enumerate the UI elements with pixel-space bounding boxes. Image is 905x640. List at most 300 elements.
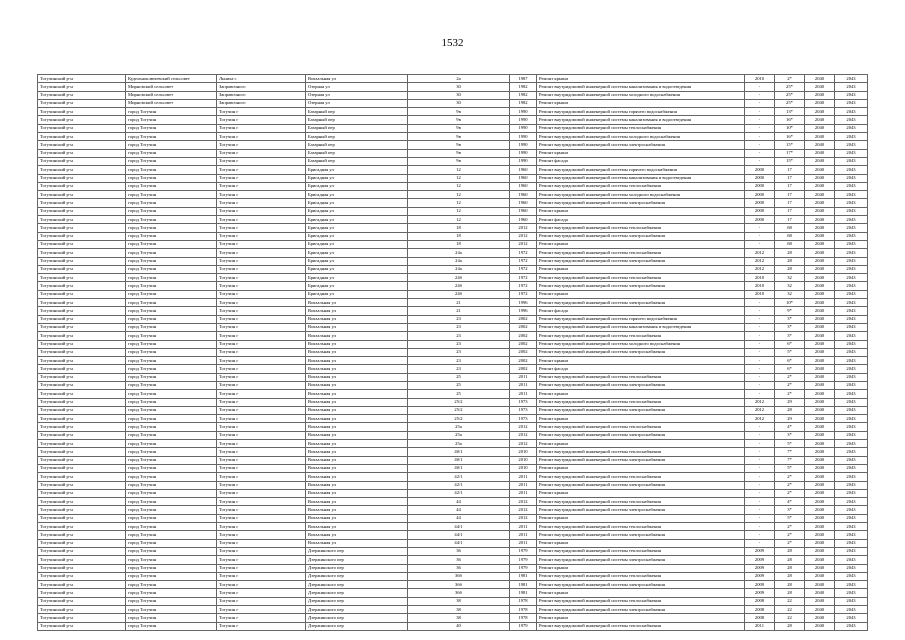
plan-start-cell: 2040 [805, 141, 835, 149]
plan-start-cell: 2040 [805, 191, 835, 199]
settlement-cell: Тогучин г [217, 448, 306, 456]
work-type-cell: Ремонт внутридомовой инженерной системы теплоснабжения [537, 498, 745, 506]
table-row [38, 174, 868, 182]
house-number-cell: 44 [408, 514, 510, 522]
work-type-cell: Ремонт внутридомовой инженерной системы электроснабжения [537, 232, 745, 240]
settlement-cell: Тогучин г [217, 357, 306, 365]
wear-percent-cell: 2* [775, 75, 805, 83]
municipality-cell: город Тогучин [126, 249, 217, 257]
district-cell: Тогучинский р-н [38, 207, 126, 215]
street-cell: Базарный пер [306, 124, 408, 132]
municipality-cell: город Тогучин [126, 464, 217, 472]
table-row [38, 166, 868, 174]
settlement-cell: Тогучин г [217, 265, 306, 273]
plan-end-cell: 2043 [835, 290, 868, 298]
wear-percent-cell: 3* [775, 431, 805, 439]
house-number-cell: 36б [408, 581, 510, 589]
last-repair-year-cell: - [745, 357, 775, 365]
plan-start-cell: 2040 [805, 83, 835, 91]
build-year-cell: 2011 [510, 481, 537, 489]
district-cell: Тогучинский р-н [38, 597, 126, 605]
work-type-cell: Ремонт внутридомовой инженерной системы канализования и водоотведения [537, 116, 745, 124]
plan-end-cell: 2043 [835, 381, 868, 389]
plan-end-cell: 2043 [835, 133, 868, 141]
build-year-cell: 1978 [510, 606, 537, 614]
plan-start-cell: 2040 [805, 357, 835, 365]
municipality-cell: город Тогучин [126, 481, 217, 489]
build-year-cell: 1972 [510, 249, 537, 257]
plan-start-cell: 2040 [805, 207, 835, 215]
municipality-cell: город Тогучин [126, 357, 217, 365]
plan-end-cell: 2043 [835, 440, 868, 448]
build-year-cell: 1990 [510, 149, 537, 157]
municipality-cell: город Тогучин [126, 473, 217, 481]
district-cell: Тогучинский р-н [38, 141, 126, 149]
plan-end-cell: 2043 [835, 514, 868, 522]
settlement-cell: Тогучин г [217, 199, 306, 207]
wear-percent-cell: 17 [775, 182, 805, 190]
wear-percent-cell: 17* [775, 149, 805, 157]
last-repair-year-cell: 2012 [745, 406, 775, 414]
build-year-cell: 2012 [510, 224, 537, 232]
work-type-cell: Ремонт внутридомовой инженерной системы теплоснабжения [537, 523, 745, 531]
table-row [38, 464, 868, 472]
street-cell: Вокзальная ул [306, 373, 408, 381]
wear-percent-cell: 2* [775, 373, 805, 381]
municipality-cell: город Тогучин [126, 423, 217, 431]
street-cell: Дзержинского пер [306, 572, 408, 580]
municipality-cell: город Тогучин [126, 572, 217, 580]
work-type-cell: Ремонт внутридомовой инженерной системы теплоснабжения [537, 473, 745, 481]
last-repair-year-cell: - [745, 332, 775, 340]
plan-start-cell: 2040 [805, 182, 835, 190]
wear-percent-cell: 10* [775, 124, 805, 132]
settlement-cell: Тогучин г [217, 365, 306, 373]
house-number-cell: 24а [408, 265, 510, 273]
district-cell: Тогучинский р-н [38, 265, 126, 273]
plan-start-cell: 2040 [805, 240, 835, 248]
table-row [38, 149, 868, 157]
table-row [38, 265, 868, 273]
plan-end-cell: 2043 [835, 340, 868, 348]
municipality-cell: город Тогучин [126, 240, 217, 248]
build-year-cell: 2011 [510, 531, 537, 539]
work-type-cell: Ремонт внутридомовой инженерной системы теплоснабжения [537, 398, 745, 406]
plan-start-cell: 2040 [805, 572, 835, 580]
street-cell: Бригадная ул [306, 182, 408, 190]
plan-end-cell: 2043 [835, 481, 868, 489]
wear-percent-cell: 5* [775, 514, 805, 522]
build-year-cell: 1982 [510, 91, 537, 99]
work-type-cell: Ремонт внутридомовой инженерной системы электроснабжения [537, 348, 745, 356]
plan-start-cell: 2040 [805, 365, 835, 373]
last-repair-year-cell: - [745, 365, 775, 373]
house-number-cell: 38 [408, 606, 510, 614]
house-number-cell: 36 [408, 547, 510, 555]
last-repair-year-cell: 2000 [745, 207, 775, 215]
last-repair-year-cell: 2010 [745, 290, 775, 298]
build-year-cell: 2010 [510, 456, 537, 464]
plan-end-cell: 2043 [835, 75, 868, 83]
house-number-cell: 36б [408, 589, 510, 597]
municipality-cell: Мирновский сельсовет [126, 91, 217, 99]
table-row [38, 307, 868, 315]
build-year-cell: 2010 [510, 448, 537, 456]
settlement-cell: Льниха с [217, 75, 306, 83]
last-repair-year-cell: - [745, 307, 775, 315]
build-year-cell: 1979 [510, 556, 537, 564]
build-year-cell: 1972 [510, 257, 537, 265]
last-repair-year-cell: - [745, 390, 775, 398]
district-cell: Тогучинский р-н [38, 415, 126, 423]
build-year-cell: 2002 [510, 315, 537, 323]
district-cell: Тогучинский р-н [38, 581, 126, 589]
street-cell: Вокзальная ул [306, 315, 408, 323]
table-row [38, 489, 868, 497]
house-number-cell: 25/2 [408, 406, 510, 414]
house-number-cell: 9в [408, 157, 510, 165]
plan-start-cell: 2040 [805, 75, 835, 83]
house-number-cell: 44 [408, 498, 510, 506]
table-row [38, 456, 868, 464]
house-number-cell: 42/1 [408, 489, 510, 497]
street-cell: Базарный пер [306, 141, 408, 149]
last-repair-year-cell: 2012 [745, 265, 775, 273]
plan-end-cell: 2043 [835, 199, 868, 207]
table-row [38, 157, 868, 165]
plan-end-cell: 2043 [835, 547, 868, 555]
wear-percent-cell: 2* [775, 523, 805, 531]
work-type-cell: Ремонт внутридомовой инженерной системы теплоснабжения [537, 224, 745, 232]
district-cell: Тогучинский р-н [38, 282, 126, 290]
table-row [38, 622, 868, 630]
house-number-cell: 24б [408, 274, 510, 282]
build-year-cell: 1979 [510, 547, 537, 555]
plan-start-cell: 2040 [805, 340, 835, 348]
street-cell: Вокзальная ул [306, 307, 408, 315]
municipality-cell: город Тогучин [126, 539, 217, 547]
plan-start-cell: 2040 [805, 390, 835, 398]
last-repair-year-cell: - [745, 340, 775, 348]
street-cell: Бригадная ул [306, 224, 408, 232]
house-number-cell: 9в [408, 124, 510, 132]
last-repair-year-cell: 2012 [745, 398, 775, 406]
last-repair-year-cell: 2012 [745, 249, 775, 257]
plan-end-cell: 2043 [835, 564, 868, 572]
plan-end-cell: 2043 [835, 464, 868, 472]
house-number-cell: 25/2 [408, 415, 510, 423]
build-year-cell: 2010 [510, 464, 537, 472]
street-cell: Вокзальная ул [306, 448, 408, 456]
wear-percent-cell: 28 [775, 265, 805, 273]
municipality-cell: город Тогучин [126, 390, 217, 398]
street-cell: Вокзальная ул [306, 489, 408, 497]
plan-start-cell: 2040 [805, 307, 835, 315]
municipality-cell: город Тогучин [126, 606, 217, 614]
plan-end-cell: 2043 [835, 365, 868, 373]
build-year-cell: 1973 [510, 398, 537, 406]
municipality-cell: город Тогучин [126, 398, 217, 406]
last-repair-year-cell: 2010 [745, 282, 775, 290]
plan-end-cell: 2043 [835, 614, 868, 622]
house-number-cell: 44/1 [408, 539, 510, 547]
municipality-cell: Мирновский сельсовет [126, 99, 217, 107]
house-number-cell: 30 [408, 83, 510, 91]
wear-percent-cell: 32 [775, 282, 805, 290]
settlement-cell: Тогучин г [217, 514, 306, 522]
settlement-cell: Тогучин г [217, 597, 306, 605]
work-type-cell: Ремонт крыши [537, 357, 745, 365]
plan-start-cell: 2040 [805, 498, 835, 506]
last-repair-year-cell: 2000 [745, 166, 775, 174]
build-year-cell: 2011 [510, 539, 537, 547]
district-cell: Тогучинский р-н [38, 249, 126, 257]
plan-start-cell: 2040 [805, 199, 835, 207]
last-repair-year-cell: - [745, 423, 775, 431]
work-type-cell: Ремонт внутридомовой инженерной системы электроснабжения [537, 282, 745, 290]
plan-end-cell: 2043 [835, 489, 868, 497]
build-year-cell: 2002 [510, 340, 537, 348]
wear-percent-cell: 32 [775, 274, 805, 282]
work-type-cell: Ремонт внутридомовой инженерной системы холодного водоснабжения [537, 91, 745, 99]
build-year-cell: 2012 [510, 431, 537, 439]
municipality-cell: город Тогучин [126, 581, 217, 589]
work-type-cell: Ремонт фасада [537, 216, 745, 224]
street-cell: Базарный пер [306, 149, 408, 157]
street-cell: Дзержинского пер [306, 614, 408, 622]
wear-percent-cell: 13* [775, 108, 805, 116]
house-number-cell: 12 [408, 216, 510, 224]
plan-end-cell: 2043 [835, 83, 868, 91]
table-row [38, 332, 868, 340]
district-cell: Тогучинский р-н [38, 406, 126, 414]
wear-percent-cell: 32 [775, 290, 805, 298]
plan-start-cell: 2040 [805, 489, 835, 497]
build-year-cell: 1982 [510, 83, 537, 91]
table-row [38, 506, 868, 514]
work-type-cell: Ремонт внутридомовой инженерной системы горячего водоснабжения [537, 315, 745, 323]
work-type-cell: Ремонт крыши [537, 99, 745, 107]
street-cell: Вокзальная ул [306, 456, 408, 464]
plan-start-cell: 2040 [805, 116, 835, 124]
house-number-cell: 12 [408, 174, 510, 182]
plan-end-cell: 2043 [835, 232, 868, 240]
build-year-cell: 1960 [510, 166, 537, 174]
street-cell: Озерная ул [306, 99, 408, 107]
plan-end-cell: 2043 [835, 299, 868, 307]
work-type-cell: Ремонт крыши [537, 290, 745, 298]
street-cell: Бригадная ул [306, 207, 408, 215]
street-cell: Дзержинского пер [306, 597, 408, 605]
build-year-cell: 2012 [510, 498, 537, 506]
street-cell: Вокзальная ул [306, 473, 408, 481]
table-row [38, 274, 868, 282]
plan-start-cell: 2040 [805, 348, 835, 356]
house-number-cell: 23 [408, 332, 510, 340]
plan-end-cell: 2043 [835, 539, 868, 547]
table-row [38, 539, 868, 547]
work-type-cell: Ремонт крыши [537, 614, 745, 622]
wear-percent-cell: 22 [775, 597, 805, 605]
work-type-cell: Ремонт крыши [537, 464, 745, 472]
work-type-cell: Ремонт внутридомовой инженерной системы электроснабжения [537, 406, 745, 414]
table-row [38, 299, 868, 307]
district-cell: Тогучинский р-н [38, 257, 126, 265]
municipality-cell: город Тогучин [126, 373, 217, 381]
wear-percent-cell: 17 [775, 216, 805, 224]
work-type-cell: Ремонт внутридомовой инженерной системы горячего водоснабжения [537, 166, 745, 174]
wear-percent-cell: 16* [775, 116, 805, 124]
last-repair-year-cell: 2010 [745, 274, 775, 282]
district-cell: Тогучинский р-н [38, 464, 126, 472]
last-repair-year-cell: - [745, 531, 775, 539]
house-number-cell: 12 [408, 182, 510, 190]
table-row [38, 357, 868, 365]
municipality-cell: город Тогучин [126, 323, 217, 331]
plan-end-cell: 2043 [835, 506, 868, 514]
build-year-cell: 1990 [510, 116, 537, 124]
municipality-cell: город Тогучин [126, 498, 217, 506]
build-year-cell: 2002 [510, 323, 537, 331]
municipality-cell: Мирновский сельсовет [126, 83, 217, 91]
table-row [38, 116, 868, 124]
work-type-cell: Ремонт внутридомовой инженерной системы теплоснабжения [537, 572, 745, 580]
build-year-cell: 2012 [510, 440, 537, 448]
last-repair-year-cell: - [745, 539, 775, 547]
plan-start-cell: 2040 [805, 157, 835, 165]
wear-percent-cell: 2* [775, 531, 805, 539]
last-repair-year-cell: - [745, 489, 775, 497]
wear-percent-cell: 25* [775, 99, 805, 107]
plan-end-cell: 2043 [835, 473, 868, 481]
district-cell: Тогучинский р-н [38, 489, 126, 497]
district-cell: Тогучинский р-н [38, 589, 126, 597]
build-year-cell: 1960 [510, 207, 537, 215]
street-cell: Вокзальная ул [306, 523, 408, 531]
district-cell: Тогучинский р-н [38, 274, 126, 282]
plan-start-cell: 2040 [805, 531, 835, 539]
build-year-cell: 1972 [510, 265, 537, 273]
settlement-cell: Тогучин г [217, 498, 306, 506]
municipality-cell: город Тогучин [126, 431, 217, 439]
wear-percent-cell: 9* [775, 307, 805, 315]
work-type-cell: Ремонт крыши [537, 240, 745, 248]
plan-start-cell: 2040 [805, 506, 835, 514]
work-type-cell: Ремонт внутридомовой инженерной системы электроснабжения [537, 199, 745, 207]
plan-end-cell: 2043 [835, 274, 868, 282]
house-number-cell: 23 [408, 365, 510, 373]
work-type-cell: Ремонт внутридомовой инженерной системы электроснабжения [537, 299, 745, 307]
last-repair-year-cell: - [745, 323, 775, 331]
table-row [38, 514, 868, 522]
plan-end-cell: 2043 [835, 572, 868, 580]
table-row [38, 440, 868, 448]
table-row [38, 249, 868, 257]
municipality-cell: город Тогучин [126, 531, 217, 539]
municipality-cell: город Тогучин [126, 506, 217, 514]
district-cell: Тогучинский р-н [38, 506, 126, 514]
table-row [38, 240, 868, 248]
last-repair-year-cell: 2000 [745, 199, 775, 207]
settlement-cell: Тогучин г [217, 149, 306, 157]
wear-percent-cell: 4* [775, 423, 805, 431]
wear-percent-cell: 7* [775, 448, 805, 456]
house-number-cell: 25а [408, 423, 510, 431]
plan-start-cell: 2040 [805, 257, 835, 265]
wear-percent-cell: 25* [775, 83, 805, 91]
settlement-cell: Тогучин г [217, 348, 306, 356]
last-repair-year-cell: - [745, 224, 775, 232]
street-cell: Вокзальная ул [306, 299, 408, 307]
table-row [38, 182, 868, 190]
street-cell: Вокзальная ул [306, 381, 408, 389]
table-row [38, 75, 868, 83]
house-number-cell: 25 [408, 373, 510, 381]
page-number: 1532 [441, 37, 464, 49]
table-row [38, 556, 868, 564]
last-repair-year-cell: - [745, 448, 775, 456]
table-row [38, 207, 868, 215]
wear-percent-cell: 10* [775, 299, 805, 307]
last-repair-year-cell: - [745, 431, 775, 439]
work-type-cell: Ремонт крыши [537, 589, 745, 597]
build-year-cell: 2011 [510, 523, 537, 531]
last-repair-year-cell: 2009 [745, 556, 775, 564]
settlement-cell: Тогучин г [217, 431, 306, 439]
street-cell: Озерная ул [306, 91, 408, 99]
table-row [38, 581, 868, 589]
municipality-cell: город Тогучин [126, 108, 217, 116]
house-number-cell: 23 [408, 323, 510, 331]
district-cell: Тогучинский р-н [38, 91, 126, 99]
last-repair-year-cell: - [745, 99, 775, 107]
wear-percent-cell: 2* [775, 481, 805, 489]
settlement-cell: Тогучин г [217, 182, 306, 190]
house-number-cell: 40/1 [408, 456, 510, 464]
plan-start-cell: 2040 [805, 265, 835, 273]
municipality-cell: город Тогучин [126, 157, 217, 165]
settlement-cell: Тогучин г [217, 216, 306, 224]
district-cell: Тогучинский р-н [38, 315, 126, 323]
plan-start-cell: 2040 [805, 224, 835, 232]
table-row [38, 564, 868, 572]
last-repair-year-cell: - [745, 523, 775, 531]
build-year-cell: 1981 [510, 572, 537, 580]
last-repair-year-cell: - [745, 315, 775, 323]
settlement-cell: Тогучин г [217, 622, 306, 630]
street-cell: Вокзальная ул [306, 340, 408, 348]
work-type-cell: Ремонт фасада [537, 157, 745, 165]
plan-end-cell: 2043 [835, 166, 868, 174]
work-type-cell: Ремонт крыши [537, 149, 745, 157]
wear-percent-cell: 25* [775, 91, 805, 99]
table-row [38, 315, 868, 323]
plan-end-cell: 2043 [835, 498, 868, 506]
plan-end-cell: 2043 [835, 581, 868, 589]
last-repair-year-cell: - [745, 514, 775, 522]
wear-percent-cell: 2* [775, 381, 805, 389]
build-year-cell: 1972 [510, 274, 537, 282]
work-type-cell: Ремонт внутридомовой инженерной системы электроснабжения [537, 431, 745, 439]
build-year-cell: 1973 [510, 415, 537, 423]
district-cell: Тогучинский р-н [38, 199, 126, 207]
municipality-cell: город Тогучин [126, 589, 217, 597]
plan-start-cell: 2040 [805, 423, 835, 431]
table-row [38, 340, 868, 348]
street-cell: Бригадная ул [306, 191, 408, 199]
district-cell: Тогучинский р-н [38, 523, 126, 531]
last-repair-year-cell: - [745, 149, 775, 157]
